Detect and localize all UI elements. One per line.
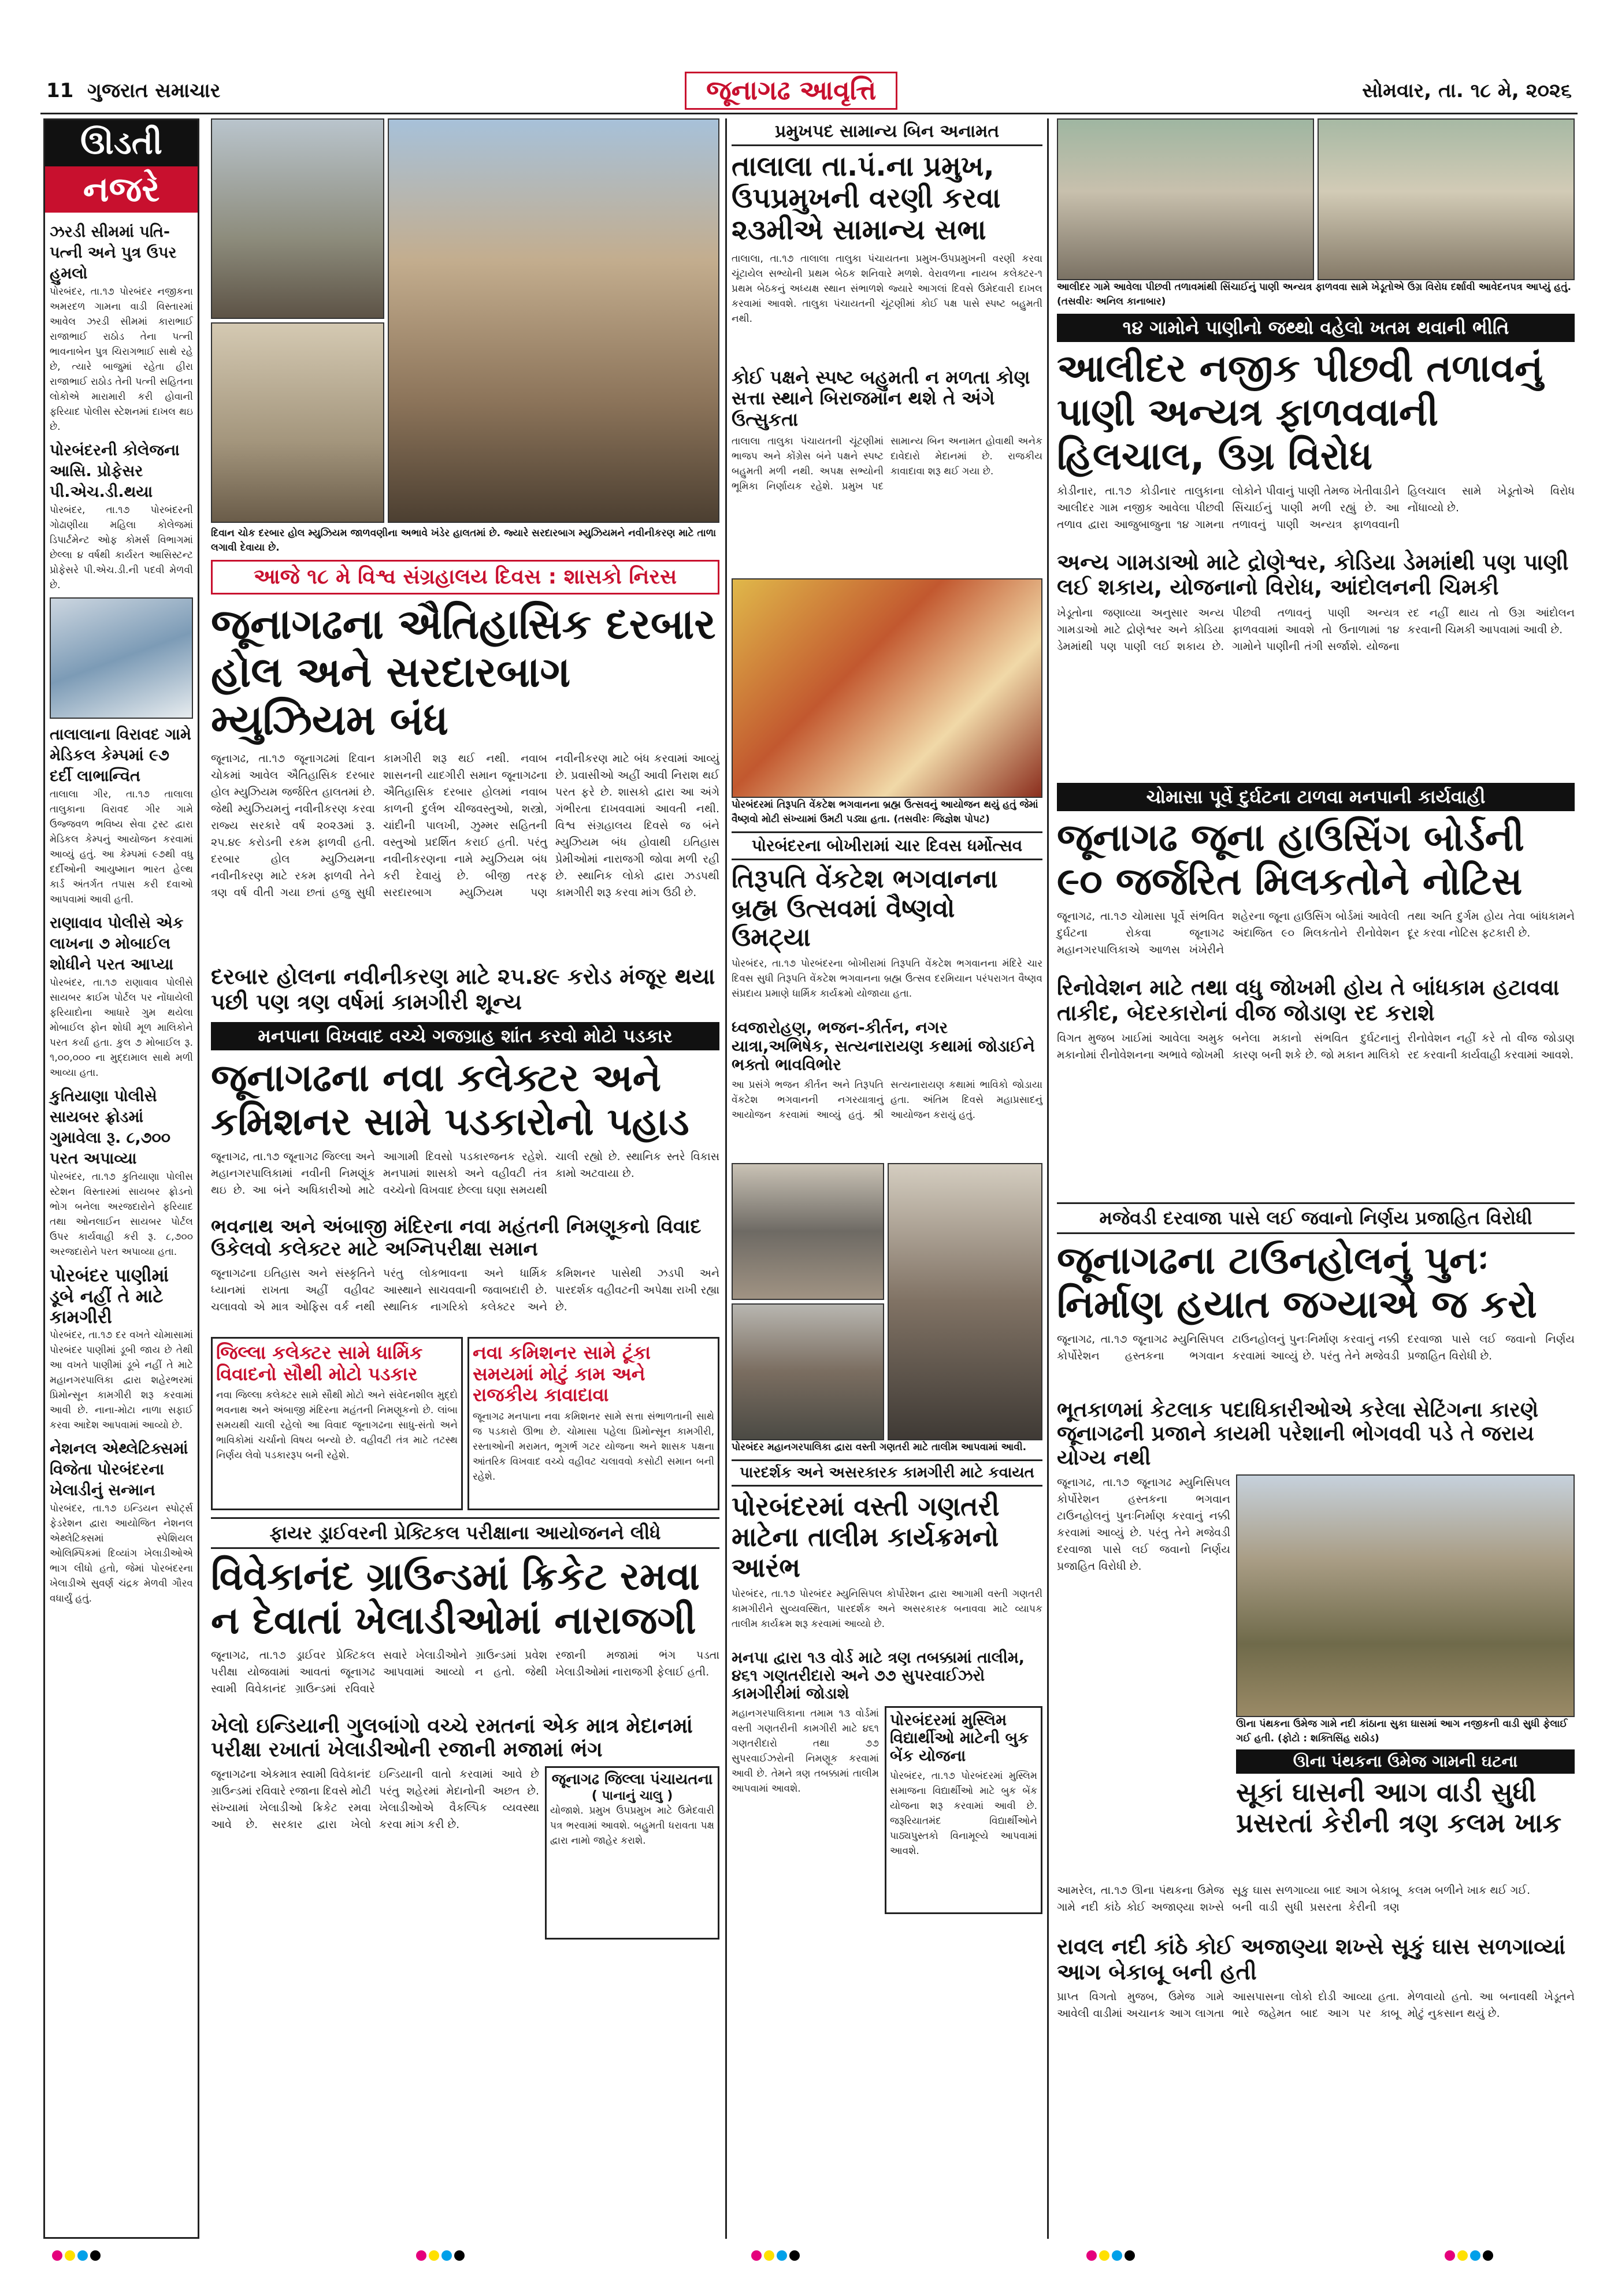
- collector-subhead: ભવનાથ અને અંબાજી મંદિરના નવા મહંતની નિમણૂકનો વિવાદ ઉકેલવો કલેક્ટર માટે અગ્નિપરીક્ષા સમાન: [211, 1214, 702, 1261]
- tirupati-photo-caption: પોરબંદરમાં તિરૂપતિ વેંકટેશ ભગવાનના બ્રહ્મ ઉત્સવનું આયોજન થયું હતું જેમાં વૈષ્ણવો મોટી સંખ્યામાં ઉમટી પડ્યા હતા. (તસવીરઃ જિજ્ઞેશ પોપટ): [732, 798, 1038, 825]
- talala-headline: તાલાલા તા.પં.ના પ્રમુખ, ઉપપ્રમુખની વરણી કરવા ૨૩મીએ સામાન્ય સભા: [732, 150, 1001, 247]
- registration-marks-2: [416, 2250, 532, 2268]
- registration-marks-4: [1086, 2250, 1202, 2268]
- sidebar-item: [50, 440, 193, 593]
- publication-name: ગુજરાત સમાચાર: [87, 79, 221, 102]
- sidebar-items: [45, 213, 198, 1610]
- registration-marks-3: [751, 2250, 867, 2268]
- protest-photo-caption: આલીદર ગામે આવેલા પીછવી તળાવમાંથી સિંચાઈનું પાણી અન્યત્ર ફાળવવા સામે ખેડૂતોએ ઉગ્ર વિરોધ દર્શાવી આવેદનપત્ર આપ્યું હતું. (તસવીરઃ અનિલ કાનાબાર): [1057, 281, 1571, 307]
- sidebar-item-body: પોરબંદર, તા.૧૭ ઇન્ડિયન સ્પોર્ટ્સ ફેડરેશન દ્વારા આયોજિત નેશનલ એથ્લેટિક્સમાં સ્પેશિયલ ઓલિમ્પિકમાં દિવ્યાંગ ખેલાડીઓએ ભાગ લીધો હતો, જેમાં પોરબંદરના ખેલાડીએ સુવર્ણ ચંદ્રક મેળવી ગૌરવ વધાર્યું હતું.: [50, 1503, 193, 1604]
- district-panchayat-box: [545, 1766, 719, 1940]
- registration-marks-right: [1445, 2250, 1560, 2268]
- book-bank-head: પોરબંદરમાં મુસ્લિમ વિદ્યાર્થીઓ માટેની બુક બેંક યોજના: [890, 1711, 1029, 1766]
- fire-body-2: પ્રાપ્ત વિગતો મુજબ, ઉમેજ ગામે આવેલી વાડીમાં અચાનક આગ લાગતા આસપાસના લોકો દોડી આવ્યા હતા. ભારે જહેમત બાદ આગ પર કાબૂ મેળવાયો હતો. આ બનાવથી ખેડૂતને મોટું નુકસાન થયું છે.: [1057, 1990, 1575, 2020]
- commissioner-box: [467, 1337, 719, 1510]
- page-number: 11: [46, 79, 74, 102]
- district-box-head: જૂનાગઢ જિલ્લા પંચાયતના: [551, 1771, 713, 1789]
- sidebar-item-body: પોરબંદર, તા.૧૭ કુતિયાણા પોલીસ સ્ટેશન વિસ્તારમાં સાયબર ફ્રોડનો ભોગ બનેલા અરજદારોને ફરિયાદ તથા ઓનલાઈન સાયબર પોર્ટલ ઉપર કાર્યવાહી કરી રૂ. ૮,૭૦૦ અરજદારોને પરત અપાવ્યા હતા.: [50, 1171, 193, 1258]
- commissioner-box-body: જૂનાગઢ મનપાના નવા કમિશનર સામે સત્તા સંભાળતાની સાથે જ પડકારો ઊભા છે. ચોમાસા પહેલા પ્રિમોન્સૂન કામગીરી, રસ્તાઓની મરામત, ભૂગર્ભ ગટર યોજના અને શાસક પક્ષના આંતરિક વિખવાદ વચ્ચે વહીવટ ચલાવવો કસોટી સમાન બની રહેશે.: [473, 1411, 714, 1483]
- collector-boxes: [211, 1337, 719, 1510]
- museum-banner: આજે ૧૮ મે વિશ્વ સંગ્રહાલય દિવસ : શાસકો નિરસ: [211, 560, 719, 595]
- sidebar-item-head: નેશનલ એથ્લેટિક્સમાં વિજેતા પોરબંદરના ખેલાડીનું સન્માન: [50, 1440, 188, 1499]
- cricket-headline: વિવેકાનંદ ગ્રાઉન્ડમાં ક્રિકેટ રમવા ન દેવાતાં ખેલાડીઓમાં નારાજગી: [211, 1554, 700, 1643]
- museum-photo-1: [211, 118, 384, 319]
- housing-headline: જૂનાગઢ જૂના હાઉસિંગ બોર્ડની ૯૦ જર્જરિત મિલકતોને નોટિસ: [1057, 815, 1524, 904]
- protest-photo-1: [1057, 118, 1314, 280]
- registration-marks-left: [52, 2250, 168, 2268]
- sidebar-item-head: રાણાવાવ પોલીસે એક લાખના ૭ મોબાઈલ શોધીને પરત આપ્યા: [50, 914, 184, 974]
- district-box-sub: ( પાનાનું ચાલુ ): [591, 1789, 673, 1804]
- census-subhead: મનપા દ્વારા ૧૩ વોર્ડ માટે ત્રણ તબક્કામાં તાલીમ, ૪૬૧ ગણતરીદારો અને ૭૭ સુપરવાઈઝરો કામગીરીમાં જોડાશે: [732, 1648, 1025, 1703]
- sidebar-item: [50, 913, 193, 1080]
- issue-date: સોમવાર, તા. ૧૮ મે, ૨૦૨૬: [1362, 79, 1572, 102]
- protest-photos: [1057, 118, 1575, 280]
- collector-body-2: જૂનાગઢના ઇતિહાસ અને સંસ્કૃતિને ધ્યાનમાં રાખતા અહીં વહીવટ ચલાવવો એ માત્ર ઓફિસ વર્ક નથી પરંતુ લોકભાવના અને ધાર્મિક આસ્થાને સાચવવાની જવાબદારી છે. સ્થાનિક નાગરિકો કલેક્ટર અને કમિશનર પાસેથી ઝડપી અને પારદર્શક વહીવટની અપેક્ષા રાખી રહ્યા છે.: [211, 1266, 719, 1313]
- cricket-lower: [211, 1766, 719, 1940]
- sidebar-item: [50, 1086, 193, 1260]
- sidebar: [43, 118, 199, 2239]
- census-photos: [732, 1163, 1042, 1440]
- district-box-body: યોજાશે. પ્રમુખ ઉપપ્રમુખ માટે ઉમેદવારી પત્ર ભરવામાં આવશે. બહુમતી ધરાવતા પક્ષ દ્વારા નામો જાહેર કરાશે.: [550, 1805, 714, 1847]
- townhall-headline: જૂનાગઢના ટાઉનહોલનું પુનઃ નિર્માણ હયાત જગ્યાએ જ કરો: [1057, 1238, 1537, 1327]
- housing-banner: ચોમાસા પૂર્વે દુર્ઘટના ટાળવા મનપાની કાર્યવાહી: [1057, 783, 1575, 811]
- book-bank-body: પોરબંદર, તા.૧૭ પોરબંદરમાં મુસ્લિમ સમાજના વિદ્યાર્થીઓ માટે બુક બેંક યોજના શરૂ કરવામાં આવી છે. જરૂરિયાતમંદ વિદ્યાર્થીઓને પાઠ્યપુસ્તકો વિનામૂલ્યે આપવામાં આવશે.: [890, 1770, 1037, 1857]
- cricket-body: જૂનાગઢ, તા.૧૭ ડ્રાઈવર પ્રેક્ટિકલ પરીક્ષા યોજવામાં આવતાં જૂનાગઢ સ્વામી વિવેકાનંદ ગ્રાઉન્ડમાં રવિવારે સવારે ખેલાડીઓને ગ્રાઉન્ડમાં પ્રવેશ આપવામાં આવ્યો ન હતો. જેથી રજાની મજામાં ભંગ પડતા ખેલાડીઓમાં નારાજગી ફેલાઈ હતી.: [211, 1648, 719, 1695]
- museum-photo-stack: [211, 118, 384, 523]
- cricket-banner: ફાયર ડ્રાઈવરની પ્રેક્ટિકલ પરીક્ષાના આયોજનને લીધે: [211, 1517, 719, 1549]
- column-porbandar: [725, 118, 1049, 2239]
- townhall-body-cont: જૂનાગઢ, તા.૧૭ જૂનાગઢ મ્યુનિસિપલ કોર્પોરેશન હસ્તકના ભગવાન ટાઉનહોલનું પુનઃનિર્માણ કરવાનું નક્કી કરવામાં આવ્યું છે. પરંતુ તેને મજેવડી દરવાજા પાસે લઈ જવાનો નિર્ણય પ્રજાહિત વિરોધી છે.: [1057, 1476, 1230, 1573]
- museum-headline: જૂનાગઢના ઐતિહાસિક દરબાર હોલ અને સરદારબાગ મ્યુઝિયમ બંધ: [211, 600, 716, 744]
- commissioner-box-head: નવા કમિશનર સામે ટૂંકા સમયમાં મોટું કામ અને રાજકીય કાવાદાવા: [473, 1341, 651, 1406]
- pond-headline: આલીદર નજીક પીછવી તળાવનું પાણી અન્યત્ર ફાળવવાની હિલચાલ, ઉગ્ર વિરોધ: [1057, 346, 1543, 478]
- talala-body: તાલાલા, તા.૧૭ તાલાલા તાલુકા પંચાયતના પ્રમુખ-ઉપપ્રમુખની વરણી કરવા ચૂંટાયેલ સભ્યોની પ્રથમ બેઠક શનિવારે મળશે. વેરાવળના નાયબ કલેક્ટર-૧ પ્રથમ બેઠકનું અધ્યક્ષ સ્થાન સંભાળશે જ્યારે આગલાં દિવસે ઉમેદવારી દાખલ કરવામાં આવશે. તાલુકા પંચાયતની ચૂંટણીમાં કોઈ પક્ષ પાસે સ્પષ્ટ બહુમતી નથી.: [732, 252, 1042, 325]
- fire-area: [1057, 1474, 1575, 1879]
- census-headline: પોરબંદરમાં વસ્તી ગણતરી માટેના તાલીમ કાર્યક્રમનો આરંભ: [732, 1491, 1000, 1584]
- header-left: [46, 79, 220, 102]
- medical-camp-photo: [50, 597, 193, 719]
- sidebar-item: [50, 1265, 193, 1433]
- census-photo-1: [732, 1163, 884, 1300]
- museum-subhead: દરબાર હોલના નવીનીકરણ માટે ૨૫.૪૯ કરોડ મંજૂર થયા પછી પણ ત્રણ વર્ષમાં કામગીરી શૂન્ય: [211, 964, 715, 1015]
- sidebar-item-head: ઝરડી સીમમાં પતિ-પત્ની અને પુત્ર ઉપર હુમલો: [50, 223, 177, 283]
- sidebar-item-body: પોરબંદર, તા.૧૭ રાણાવાવ પોલીસે સાયબર ક્રાઈમ પોર્ટલ પર નોંધાયેલી ફરિયાદોના આધારે ગુમ થયેલા મોબાઈલ ફોન શોધી મૂળ માલિકોને પરત કર્યા હતા. કુલ ૭ મોબાઈલ રૂ. ૧,૦૦,૦૦૦ ના મુદ્દામાલ સાથે મળી આવ્યા હતા.: [50, 977, 193, 1079]
- census-photo-stack: [732, 1163, 884, 1440]
- census-banner: પારદર્શક અને અસરકારક કામગીરી માટે કવાયત: [732, 1459, 1042, 1487]
- sidebar-item: [50, 725, 193, 907]
- fire-photo: [1236, 1474, 1575, 1717]
- column-museum: [211, 118, 719, 2239]
- tirupati-headline: તિરૂપતિ વેંકટેશ ભગવાનના બ્રહ્મ ઉત્સવમાં વૈષ્ણવો ઉમટ્યા: [732, 864, 998, 953]
- collector-headline: જૂનાગઢના નવા કલેક્ટર અને કમિશનર સામે પડકારોનો પહાડ: [211, 1055, 689, 1144]
- sidebar-item-body: પોરબંદર, તા.૧૭ દર વખતે ચોમાસામાં પોરબંદર પાણીમાં ડૂબી જાય છે તેથી આ વખતે પાણીમાં ડૂબે નહીં તે માટે મહાનગરપાલિકા દ્વારા શહેરભરમાં પ્રિમોન્સૂન કામગીરી શરૂ કરવામાં આવી છે. નાના-મોટા નાળા સફાઈ કરવા આદેશ આપવામાં આવ્યો છે.: [50, 1329, 193, 1431]
- cricket-subhead: ખેલો ઇન્ડિયાની ગુલબાંગો વચ્ચે રમતનાં એક માત્ર મેદાનમાં પરીક્ષા રખાતાં ખેલાડીઓની રજાની મજામાં ભંગ: [211, 1714, 693, 1762]
- pond-subhead: અન્ય ગામડાઓ માટે દ્રોણેશ્વર, કોડિયા ડેમમાંથી પણ પાણી લઈ શકાય, યોજનાનો વિરોધ, આંદોલનની ચિમકી: [1057, 549, 1569, 600]
- fire-subhead: રાવલ નદી કાંઠે કોઈ અજાણ્યા શખ્સે સૂકું ઘાસ સળગાવ્યાં આગ બેકાબૂ બની હતી: [1057, 1934, 1566, 1985]
- collector-box-body: નવા જિલ્લા કલેક્ટર સામે સૌથી મોટો અને સંવેદનશીલ મુદ્દો ભવનાથ અને અંબાજી મંદિરના મહંતની નિમણૂકનો છે. લાંબા સમયથી ચાલી રહેલો આ વિવાદ જૂનાગઢના સાધુ-સંતો અને ભાવિકોમાં ચર્ચાનો વિષય બન્યો છે. વહીવટી તંત્ર માટે તટસ્થ નિર્ણય લેવો પડકારરૂપ બની રહેશે.: [216, 1390, 458, 1462]
- sidebar-item-body: પોરબંદર, તા.૧૭ પોરબંદરની ગોઢાણીયા મહિલા કોલેજમાં ડિપાર્ટમેન્ટ ઓફ કોમર્સ વિભાગમાં છેલ્લા ૪ વર્ષથી કાર્યરત આસિસ્ટન્ટ પ્રોફેસરે પી.એચ.ડી.ની પદવી મેળવી છે.: [50, 504, 193, 591]
- museum-photo-2: [211, 322, 384, 523]
- tirupati-banner: પોરબંદરના બોખીરામાં ચાર દિવસ ધર્મોત્સવ: [732, 831, 1042, 860]
- protest-photo-2: [1318, 118, 1575, 280]
- pond-body-2: ખેડૂતોના જણાવ્યા અનુસાર અન્ય ગામડાઓ માટે દ્રોણેશ્વર અને કોડિયા ડેમમાંથી પણ પાણી લઈ શકાય છે. પીછવી તળાવનું પાણી અન્યત્ર ફાળવવામાં આવશે તો ઉનાળામાં ૧૪ ગામોને પાણીની તંગી સર્જાશે. યોજના રદ નહીં થાય તો ઉગ્ર આંદોલન કરવાની ચિમકી આપવામાં આવી છે.: [1057, 607, 1575, 653]
- sidebar-item-head: કુતિયાણા પોલીસે સાયબર ફ્રોડમાં ગુમાવેલા રૂ. ૮,૭૦૦ પરત અપાવ્યા: [50, 1087, 171, 1168]
- tirupati-body-2: આ પ્રસંગે ભજન કીર્તન અને તિરૂપતિ વેંકટેશ ભગવાનની નગરયાત્રાનું આયોજન કરવામાં આવ્યું હતું. શ્રી સત્યનારાયણ કથામાં ભાવિકો જોડાયા હતા. અંતિમ દિવસે મહાપ્રસાદનું આયોજન કરાયું હતું.: [732, 1079, 1042, 1121]
- townhall-body-2: [1057, 1474, 1230, 1879]
- fire-story: [1236, 1474, 1575, 1879]
- fire-banner: ઊના પંથકના ઉમેજ ગામની ઘટના: [1236, 1749, 1575, 1774]
- sidebar-item: [50, 1439, 193, 1606]
- museum-photo-3: [388, 118, 719, 523]
- collector-box-head: જિલ્લા કલેક્ટર સામે ધાર્મિક વિવાદનો સૌથી મોટો પડકાર: [216, 1341, 423, 1385]
- tirupati-photo: [732, 578, 1042, 798]
- sidebar-item-body: તાલાલા ગીર, તા.૧૭ તાલાલા તાલુકાના વિરાવદ ગીર ગામે ઉજ્જવળ ભવિષ્ય સેવા ટ્રસ્ટ દ્વારા મેડિકલ કેમ્પનું આયોજન કરવામાં આવ્યું હતું. આ કેમ્પમાં ૯૭થી વધુ દર્દીઓની આયુષ્માન ભારત હેલ્થ કાર્ડ અંતર્ગત તપાસ કરી દવાઓ આપવામાં આવી હતી.: [50, 789, 193, 905]
- fire-photo-caption: ઊના પંથકના ઉમેજ ગામે નદી કાંઠાના સુકા ઘાસમાં આગ નજીકની વાડી સુધી ફેલાઈ ગઈ હતી. (ફોટો : શક્તિસિંહ રાઠોડ): [1236, 1718, 1568, 1745]
- collector-body: જૂનાગઢ, તા.૧૭ જૂનાગઢ જિલ્લા અને મહાનગરપાલિકામાં નવીની નિમણૂંક થઇ છે. આ બંને અધિકારીઓ માટે આગામી દિવસો પડકારજનક રહેશે. મનપામાં શાસકો અને વહીવટી તંત્ર વચ્ચેનો વિખવાદ છેલ્લા ઘણા સમયથી ચાલી રહ્યો છે. સ્થાનિક સ્તરે વિકાસ કામો અટવાયા છે.: [211, 1150, 719, 1197]
- sidebar-item-body: પોરબંદર, તા.૧૭ પોરબંદર નજીકના અમરદળ ગામના વાડી વિસ્તારમાં આવેલ ઝરડી સીમમાં કારાભાઈ રાજાભાઈ રાઠોડ તેના પત્ની ભાવનાબેન પુત્ર ચિરાગભાઈ સાથે રહે છે, ત્યારે બાજુમાં રહેતા હીરા રાજાભાઈ રાઠોડ તેની પત્ની સહિતના લોકોએ મારામારી કરી હોવાની ફરિયાદ પોલીસ સ્ટેશનમાં દાખલ થઇ છે.: [50, 286, 193, 433]
- census-lower: [732, 1706, 1042, 1914]
- sidebar-title: ઊડતી: [45, 120, 198, 166]
- fire-headline: સૂકાં ઘાસની આગ વાડી સુધી પ્રસરતાં કેરીની ત્રણ કલમ ખાક: [1236, 1777, 1562, 1839]
- fire-body: આમરેલ, તા.૧૭ ઊના પંથકના ઉમેજ ગામે નદી કાંઠે કોઈ અજાણ્યા શખ્સે સૂકુ ઘાસ સળગાવ્યા બાદ આગ બેકાબૂ બની વાડી સુધી પ્રસરતા કેરીની ત્રણ કલમ બળીને ખાક થઈ ગઈ.: [1057, 1884, 1531, 1914]
- sidebar-item-head: તાલાલાના વિરાવદ ગામે મેડિકલ કેમ્પમાં ૯૭ દર્દી લાભાન્વિત: [50, 726, 191, 785]
- pond-banner: ૧૪ ગામોને પાણીનો જથ્થો વહેલો ખતમ થવાની ભીતિ: [1057, 314, 1575, 342]
- sidebar-subtitle: નજરે: [45, 166, 198, 213]
- talala-body-2: તાલાલા તાલુકા પંચાયતની ચૂંટણીમાં ભાજપ અને કોંગ્રેસ બંને પક્ષને સ્પષ્ટ બહુમતી મળી નથી. અપક્ષ સભ્યોની ભૂમિકા નિર્ણાયક રહેશે. પ્રમુખ પદ સામાન્ય બિન અનામત હોવાથી અનેક દાવેદારો મેદાનમાં છે. રાજકીય કાવાદાવા શરૂ થઈ ગયા છે.: [732, 435, 1042, 492]
- sidebar-item-head: પોરબંદર પાણીમાં ડૂબે નહીં તે માટે કામગીરી: [50, 1265, 169, 1328]
- census-body: પોરબંદર, તા.૧૭ પોરબંદર મ્યુનિસિપલ કોર્પોરેશન દ્વારા આગામી વસ્તી ગણતરી કામગીરીને સુવ્યવસ્થિત, પારદર્શક અને અસરકારક બનાવવા માટે વ્યાપક તાલીમ કાર્યક્રમ શરૂ કરવામાં આવ્યો છે.: [732, 1588, 1042, 1630]
- townhall-subhead: ભૂતકાળમાં કેટલાક પદાધિકારીઓએ કરેલા સેટિંગના કારણે જૂનાગઢની પ્રજાને કાયમી પરેશાની ભોગવવી પડે તે જરાય યોગ્ય નથી: [1057, 1398, 1539, 1470]
- census-photo-3: [888, 1163, 1042, 1440]
- museum-body: જૂનાગઢ, તા.૧૭ જૂનાગઢમાં દિવાન ચોકમાં આવેલ ઐતિહાસિક દરબાર હોલ મ્યુઝિયમ જર્જરિત હાલતમાં છે. જેથી મ્યુઝિયમનું નવીનીકરણ કરવા રાજ્ય સરકારે વર્ષ ૨૦૨૩માં રૂ. ૨૫.૪૯ કરોડની રકમ ફાળવી હતી. દરબાર હોલ મ્યુઝિયમના નવીનીકરણ માટે રકમ ફાળવી તેને ત્રણ વર્ષ વીતી ગયા છતાં હજુ સુધી કામગીરી શરૂ થઈ નથી. નવાબ શાસનની યાદગીરી સમાન જૂનાગઢના ઐતિહાસિક દરબાર હોલમાં નવાબ કાળની દુર્લભ ચીજવસ્તુઓ, શસ્ત્રો, ચાંદીની પાલખી, ઝુમ્મર સહિતની વસ્તુઓ પ્રદર્શિત કરાઈ હતી. પરંતુ નવીનીકરણના નામે મ્યુઝિયમ બંધ કરી દેવાયું છે. બીજી તરફ સરદારબાગ મ્યુઝિયમ પણ નવીનીકરણ માટે બંધ કરવામાં આવ્યું છે. પ્રવાસીઓ અહીં આવી નિરાશ થઈ પરત ફરે છે. શાસકો દ્વારા આ અંગે ગંભીરતા દાખવવામાં આવતી નથી. વિશ્વ સંગ્રહાલય દિવસે જ બંને મ્યુઝિયમ બંધ હોવાથી ઇતિહાસ પ્રેમીઓમાં નારાજગી જોવા મળી રહી છે. સ્થાનિક લોકો દ્વારા ઝડપથી કામગીરી શરૂ કરવા માંગ ઉઠી છે.: [211, 752, 719, 900]
- collector-box: [211, 1337, 463, 1510]
- census-photo-caption: પોરબંદર મહાનગરપાલિકા દ્વારા વસ્તી ગણતરી માટે તાલીમ આપવામાં આવી.: [732, 1441, 1027, 1454]
- townhall-body: જૂનાગઢ, તા.૧૭ જૂનાગઢ મ્યુનિસિપલ કોર્પોરેશન હસ્તકના ભગવાન ટાઉનહોલનું પુનઃનિર્માણ કરવાનું નક્કી કરવામાં આવ્યું છે. પરંતુ તેને મજેવડી દરવાજા પાસે લઈ જવાનો નિર્ણય પ્રજાહિત વિરોધી છે.: [1057, 1332, 1575, 1362]
- census-photo-2: [732, 1303, 884, 1440]
- townhall-banner: મજેવડી દરવાજા પાસે લઈ જવાનો નિર્ણય પ્રજાહિત વિરોધી: [1057, 1202, 1575, 1234]
- sidebar-item-head: પોરબંદરની કોલેજના આસિ. પ્રોફેસર પી.એચ.ડી.થયા: [50, 441, 180, 501]
- edition-title: જૂનાગઢ આવૃત્તિ: [685, 72, 897, 110]
- collector-banner: મનપાના વિખવાદ વચ્ચે ગજગ્રાહ શાંત કરવો મોટો પડકાર: [211, 1022, 719, 1050]
- column-junagadh: [1055, 118, 1575, 2239]
- pond-body: કોડીનાર, તા.૧૭ કોડીનાર તાલુકાના આલીદર ગામ નજીક આવેલા પીછવી તળાવ દ્વારા આજુબાજુના ૧૪ ગામના લોકોને પીવાનું પાણી તેમજ ખેતીવાડીને સિંચાઈનું પાણી મળી રહ્યું છે. આ તળાવનું પાણી અન્યત્ર ફાળવવાની હિલચાલ સામે ખેડૂતોએ વિરોધ નોંધાવ્યો છે.: [1057, 484, 1575, 531]
- talala-subhead: કોઈ પક્ષને સ્પષ્ટ બહુમતી ન મળતા કોણ સત્તા સ્થાને બિરાજમાન થશે તે અંગે ઉત્સુકતા: [732, 366, 1030, 431]
- tirupati-subhead: ધ્વજારોહણ, ભજન-કીર્તન, નગર યાત્રા,અભિષેક, સત્યનારાયણ કથામાં જોડાઈને ભક્તો ભાવવિભોર: [732, 1017, 1035, 1075]
- page-header: [40, 68, 1578, 114]
- housing-body: જૂનાગઢ, તા.૧૭ ચોમાસા પૂર્વે સંભવિત દુર્ઘટના રોકવા જૂનાગઢ મહાનગરપાલિકાએ આળસ ખંખેરીને શહેરના જૂના હાઉસિંગ બોર્ડમાં આવેલી અંદાજિત ૯૦ મિલકતોને રીનોવેશન તથા અતિ દુર્ગમ હોય તેવા બાંધકામને દૂર કરવા નોટિસ ફટકારી છે.: [1057, 909, 1575, 956]
- museum-photo-caption: દિવાન ચોક દરબાર હોલ મ્યુઝિયમ જાળવણીના અભાવે ખંડેર હાલતમાં છે. જ્યારે સરદારબાગ મ્યુઝિયમને નવીનીકરણ માટે તાળા લગાવી દેવાયા છે.: [211, 527, 717, 553]
- cricket-body-2: જૂનાગઢના એકમાત્ર સ્વામી વિવેકાનંદ ગ્રાઉન્ડમાં રવિવારે રજાના દિવસે મોટી સંખ્યામાં ખેલાડીઓ ક્રિકેટ રમવા આવે છે. સરકાર દ્વારા ખેલો ઇન્ડિયાની વાતો કરવામાં આવે છે પરંતુ શહેરમાં મેદાનોની અછત છે. ખેલાડીઓએ વૈકલ્પિક વ્યવસ્થા કરવા માંગ કરી છે.: [211, 1768, 539, 1831]
- sidebar-item: [50, 222, 193, 434]
- housing-body-2: વિગત મુજબ ખાઈમાં આવેલા અમુક મકાનોમાં રીનોવેશનના અભાવે જોખમી બનેલા મકાનો સંભવિત દુર્ઘટનાનું કારણ બની શકે છે. જો મકાન માલિકો રીનોવેશન નહીં કરે તો વીજ જોડાણ રદ કરવાની કાર્યવાહી કરવામાં આવશે.: [1057, 1032, 1575, 1062]
- museum-photos: [211, 118, 719, 523]
- census-body-2: મહાનગરપાલિકાના તમામ ૧૩ વોર્ડમાં વસ્તી ગણતરીની કામગીરી માટે ૪૬૧ ગણતરીદારો તથા ૭૭ સુપરવાઈઝરોની નિમણૂક કરવામાં આવી છે. તેમને ત્રણ તબક્કામાં તાલીમ આપવામાં આવશે.: [732, 1708, 879, 1795]
- book-bank-box: [885, 1706, 1042, 1914]
- talala-banner: પ્રમુખપદ સામાન્ય બિન અનામત: [732, 118, 1042, 146]
- tirupati-body: પોરબંદર, તા.૧૭ પોરબંદરના બોખીરામાં તિરૂપતિ વેંકટેશ ભગવાનના મંદિરે ચાર દિવસ સુધી તિરૂપતિ વેંકટેશ ભગવાનના બ્રહ્મ ઉત્સવ દરમિયાન પરંપરાગત વૈષ્ણવ સંપ્રદાય પ્રમાણે ધાર્મિક કાર્યક્રમો યોજાયા હતા.: [732, 957, 1042, 1000]
- housing-subhead: રિનોવેશન માટે તથા વધુ જોખમી હોય તે બાંધકામ હટાવવા તાકીદ, બેદરકારોનાં વીજ જોડાણ રદ કરાશે: [1057, 974, 1560, 1026]
